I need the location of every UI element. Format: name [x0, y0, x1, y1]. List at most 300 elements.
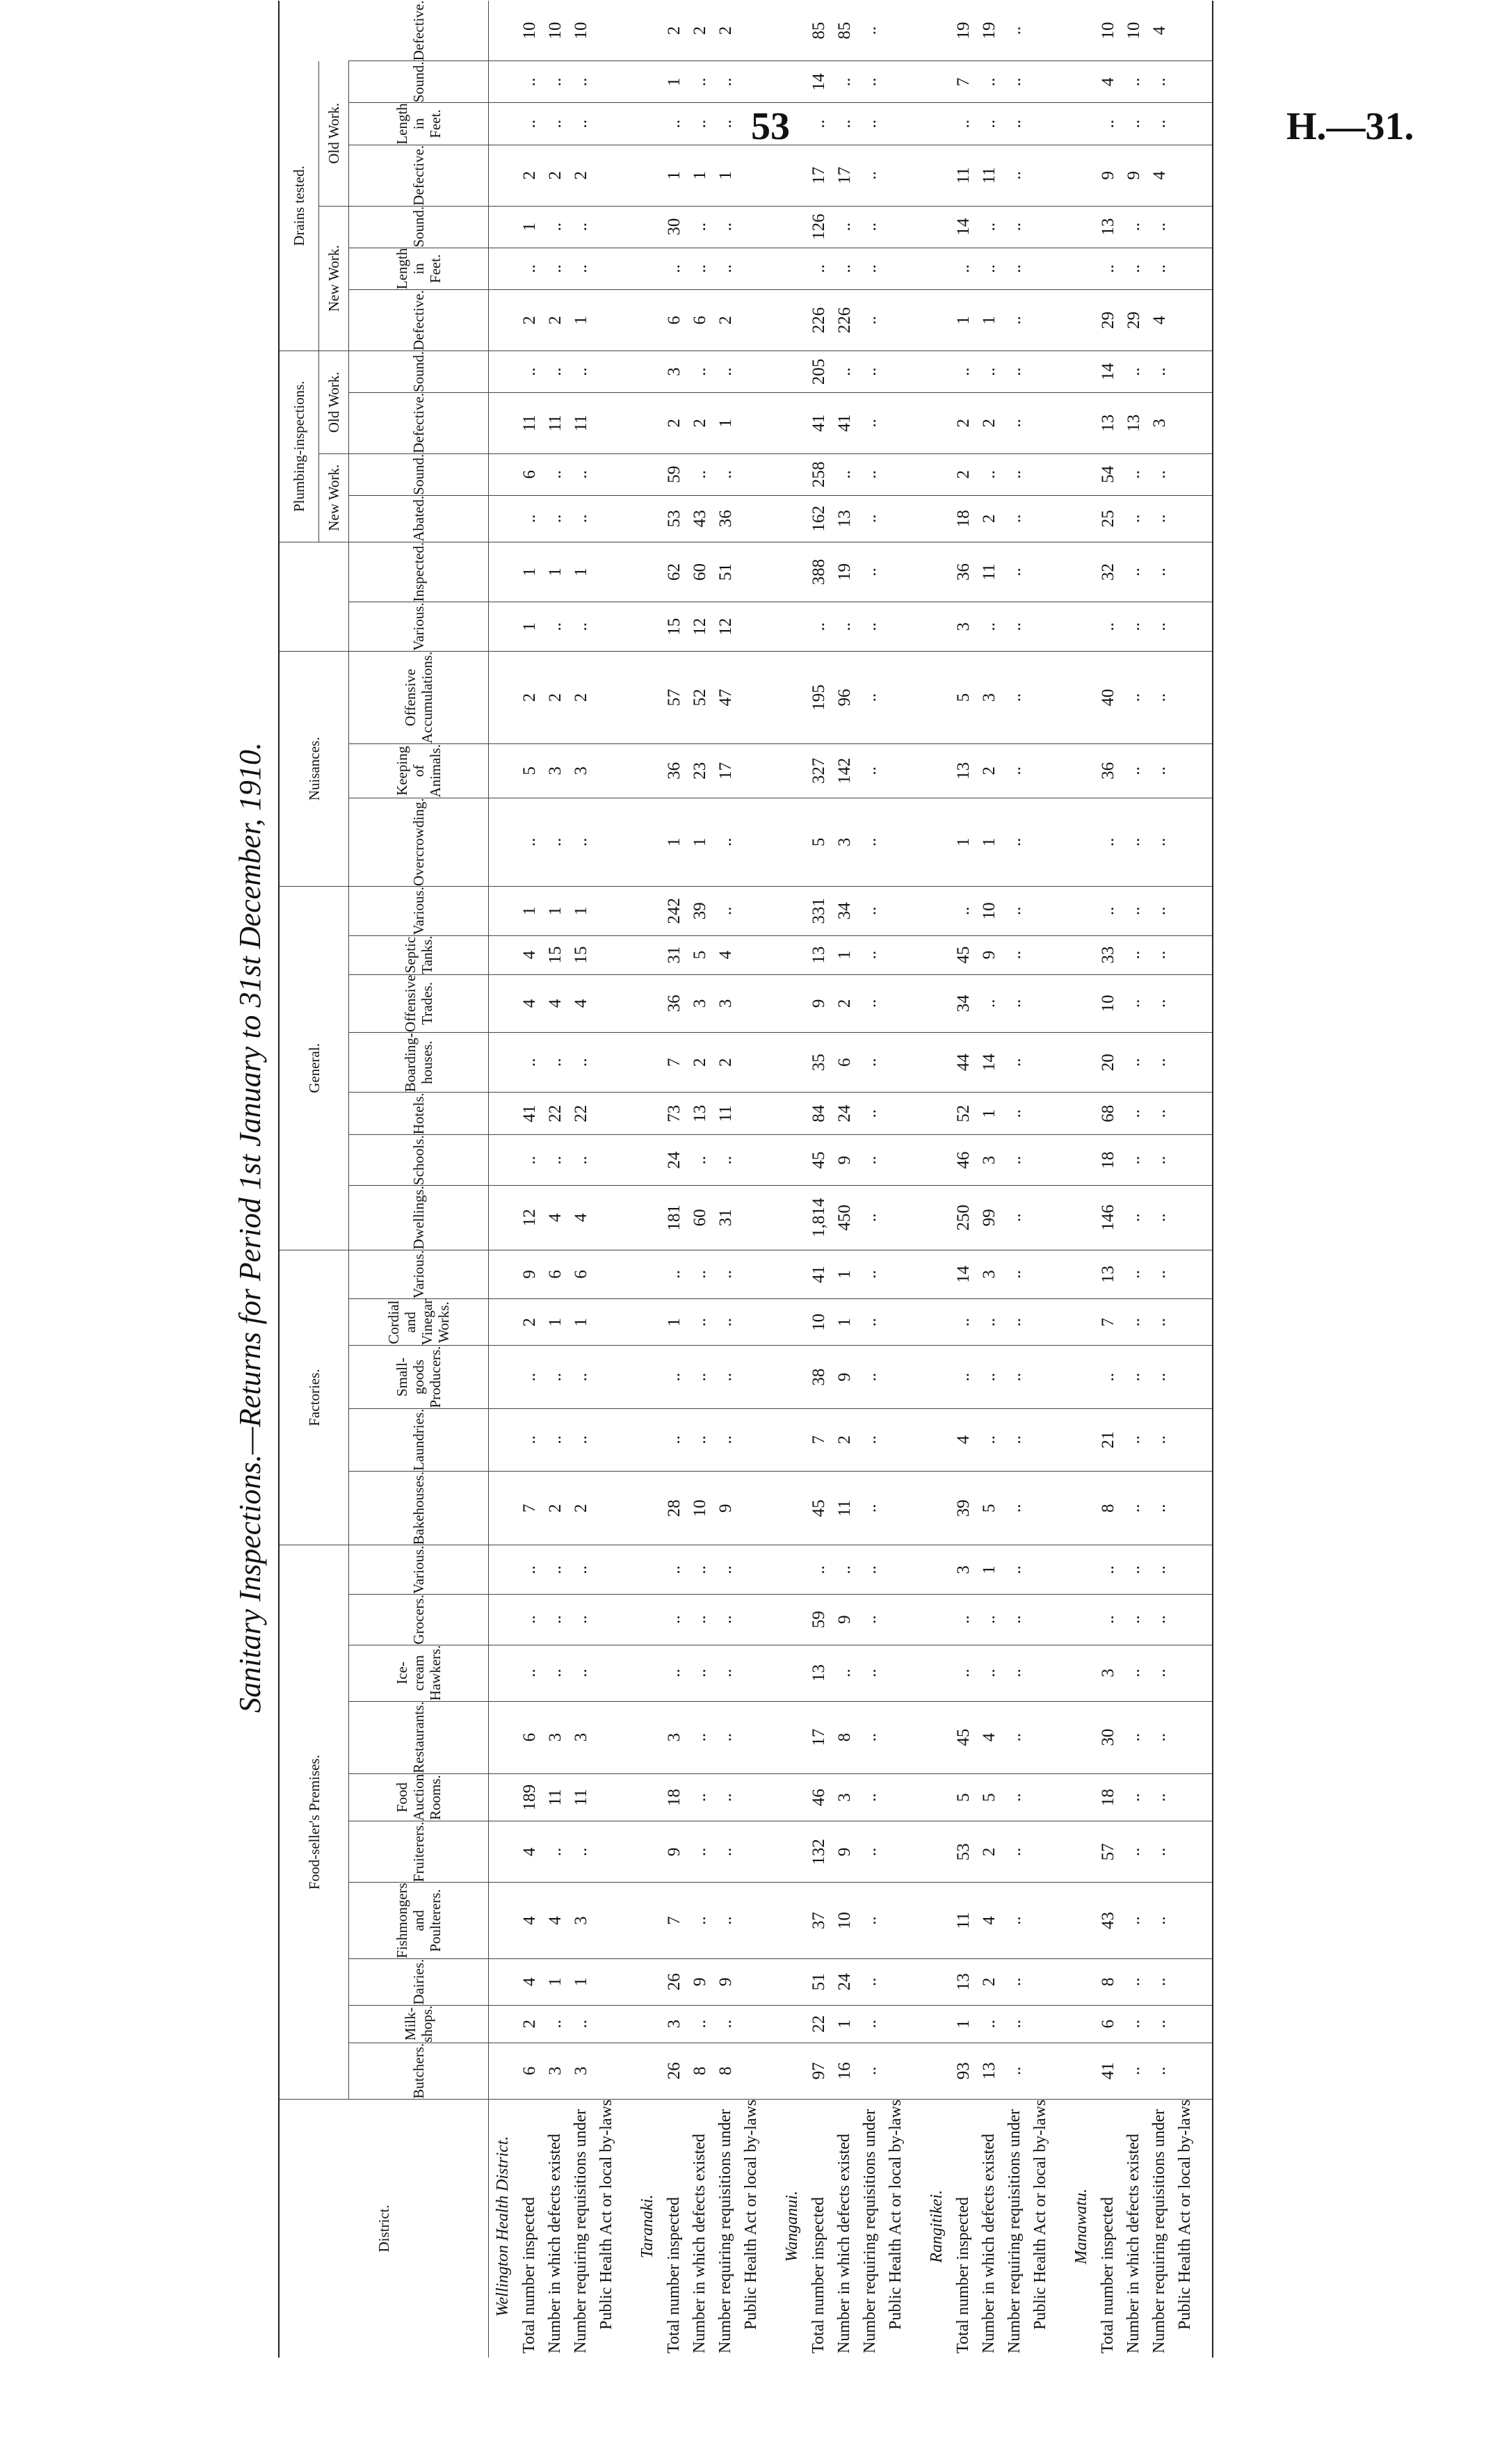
table-cell: .. — [857, 744, 883, 798]
table-cell: .. — [806, 103, 832, 145]
gap-cell — [909, 145, 923, 206]
column-header: Butchers. — [349, 2043, 489, 2099]
table-cell: 6 — [1095, 2005, 1121, 2043]
table-cell: .. — [951, 1346, 976, 1408]
empty-cell — [489, 1883, 517, 1959]
table-row — [1121, 1, 1147, 2358]
empty-cell — [923, 2043, 951, 2099]
table-cell: .. — [857, 651, 883, 743]
table-cell: .. — [1121, 651, 1147, 743]
gap-cell — [909, 1471, 923, 1545]
table-cell — [1028, 651, 1053, 743]
table-cell: 10 — [1121, 1, 1147, 61]
empty-cell — [1067, 495, 1095, 542]
table-cell: .. — [1095, 248, 1121, 289]
section-gap-row — [1053, 1, 1067, 2358]
table-cell — [883, 1958, 909, 2005]
gap-cell — [909, 206, 923, 248]
column-header: Overcrowding. — [349, 798, 489, 887]
empty-cell — [778, 1594, 806, 1645]
empty-cell — [489, 1408, 517, 1471]
table-cell: 2 — [517, 2005, 542, 2043]
gap-cell — [1198, 1186, 1213, 1250]
table-cell: 22 — [806, 2005, 832, 2043]
table-cell — [738, 542, 764, 602]
table-cell — [738, 351, 764, 392]
empty-cell — [1067, 1645, 1095, 1701]
table-cell: .. — [1147, 1299, 1172, 1346]
gap-cell — [909, 1346, 923, 1408]
table-cell: 242 — [661, 887, 687, 935]
gap-cell — [620, 1033, 633, 1093]
table-cell: 5 — [517, 744, 542, 798]
table-cell: .. — [1121, 1701, 1147, 1773]
table-cell: .. — [1002, 602, 1028, 651]
table-cell: 29 — [1095, 290, 1121, 351]
empty-cell — [778, 974, 806, 1032]
table-cell: .. — [976, 351, 1002, 392]
table-cell: .. — [1002, 1773, 1028, 1821]
empty-cell — [778, 2005, 806, 2043]
empty-cell — [489, 103, 517, 145]
table-cell: 19 — [951, 1, 976, 61]
table-cell: .. — [1002, 2043, 1028, 2099]
table-cell — [1172, 206, 1198, 248]
table-cell: .. — [1121, 1186, 1147, 1250]
empty-cell — [633, 61, 661, 103]
table-cell — [1172, 1821, 1198, 1883]
gap-cell — [909, 2043, 923, 2099]
table-cell: 17 — [832, 145, 857, 206]
column-header: Various. — [349, 1545, 489, 1594]
gap-cell — [764, 206, 778, 248]
table-cell: .. — [857, 1645, 883, 1701]
table-cell: .. — [1121, 1594, 1147, 1645]
table-cell: 13 — [1121, 392, 1147, 453]
gap-cell — [620, 1958, 633, 2005]
table-cell — [1028, 1773, 1053, 1821]
table-cell: 1 — [951, 2005, 976, 2043]
empty-cell — [489, 1346, 517, 1408]
gap-cell — [620, 974, 633, 1032]
empty-cell — [923, 1701, 951, 1773]
gap-cell — [1053, 453, 1067, 495]
table-cell: .. — [1147, 935, 1172, 974]
table-cell — [594, 1033, 620, 1093]
empty-cell — [778, 145, 806, 206]
table-row — [517, 1, 542, 2358]
table-cell: .. — [713, 887, 738, 935]
row-label: Public Health Act or local by-laws — [597, 2099, 615, 2330]
column-header: Milk-shops. — [349, 2005, 489, 2043]
table-cell: 2 — [951, 392, 976, 453]
gap-cell — [620, 602, 633, 651]
table-cell: 31 — [661, 935, 687, 974]
gap-cell — [620, 1250, 633, 1298]
table-cell — [738, 145, 764, 206]
table-cell: 17 — [713, 744, 738, 798]
empty-cell — [1067, 602, 1095, 651]
empty-cell — [923, 61, 951, 103]
table-cell: .. — [687, 1821, 713, 1883]
table-cell: 8 — [713, 2043, 738, 2099]
table-cell: .. — [713, 453, 738, 495]
table-cell — [594, 542, 620, 602]
empty-cell — [1067, 1958, 1095, 2005]
gap-cell — [909, 1545, 923, 1594]
table-cell: 11 — [832, 1471, 857, 1545]
table-cell: 24 — [832, 1093, 857, 1135]
gap-cell — [1198, 1250, 1213, 1298]
table-cell: 26 — [661, 1958, 687, 2005]
row-label: Number requiring requisitions under — [1150, 2109, 1168, 2353]
table-cell: 46 — [951, 1135, 976, 1186]
table-cell: .. — [976, 1594, 1002, 1645]
table-cell — [1028, 61, 1053, 103]
gap-cell — [1053, 1821, 1067, 1883]
gap-cell — [1198, 1093, 1213, 1135]
empty-cell — [633, 1958, 661, 2005]
table-cell: 4 — [517, 1958, 542, 2005]
table-cell: .. — [661, 1645, 687, 1701]
table-cell: 9 — [517, 1250, 542, 1298]
row-label: Total number inspected — [1099, 2197, 1117, 2353]
row-label: Number in which defects existed — [690, 2134, 709, 2353]
column-header: Small-goods Producers. — [349, 1346, 489, 1408]
table-cell: 25 — [1095, 495, 1121, 542]
table-cell: 9 — [687, 1958, 713, 2005]
table-cell: .. — [713, 1250, 738, 1298]
table-cell: 57 — [1095, 1821, 1121, 1883]
empty-cell — [778, 798, 806, 887]
table-cell: .. — [542, 61, 568, 103]
empty-cell — [633, 1773, 661, 1821]
table-cell: .. — [568, 1594, 594, 1645]
table-cell: 13 — [806, 935, 832, 974]
empty-cell — [633, 1299, 661, 1346]
table-cell: .. — [1147, 602, 1172, 651]
table-cell: .. — [976, 602, 1002, 651]
table-cell — [883, 974, 909, 1032]
row-label: Total number inspected — [809, 2197, 827, 2353]
table-cell: .. — [857, 145, 883, 206]
table-cell — [594, 1958, 620, 2005]
table-cell: .. — [687, 1701, 713, 1773]
table-cell: 84 — [806, 1093, 832, 1135]
table-cell: .. — [976, 103, 1002, 145]
table-cell — [738, 1821, 764, 1883]
table-cell — [594, 1701, 620, 1773]
table-cell: 2 — [713, 290, 738, 351]
table-cell: 22 — [542, 1093, 568, 1135]
table-cell: 3 — [976, 1250, 1002, 1298]
table-cell: .. — [542, 103, 568, 145]
empty-cell — [923, 145, 951, 206]
empty-cell — [1067, 1299, 1095, 1346]
table-cell: 18 — [951, 495, 976, 542]
table-cell: .. — [713, 1883, 738, 1959]
table-cell: .. — [542, 453, 568, 495]
empty-cell — [1067, 2005, 1095, 2043]
table-cell: 7 — [661, 1033, 687, 1093]
table-row — [832, 1, 857, 2358]
table-cell — [594, 935, 620, 974]
table-cell: 35 — [806, 1033, 832, 1093]
empty-cell — [489, 2005, 517, 2043]
table-cell: 11 — [951, 1883, 976, 1959]
empty-cell — [489, 935, 517, 974]
table-cell — [883, 744, 909, 798]
table-cell — [594, 2043, 620, 2099]
table-cell — [1028, 2005, 1053, 2043]
table-cell — [883, 542, 909, 602]
table-cell: 97 — [806, 2043, 832, 2099]
table-cell: 2 — [713, 1033, 738, 1093]
table-cell: 8 — [832, 1701, 857, 1773]
table-cell: 1 — [517, 887, 542, 935]
table-cell: .. — [1002, 651, 1028, 743]
gap-cell — [620, 453, 633, 495]
empty-cell — [633, 145, 661, 206]
gap-cell — [1053, 935, 1067, 974]
empty-cell — [778, 392, 806, 453]
table-cell: 14 — [976, 1033, 1002, 1093]
empty-cell — [633, 1545, 661, 1594]
table-cell: 1 — [568, 1299, 594, 1346]
gap-cell — [1198, 1821, 1213, 1883]
table-cell: 6 — [517, 453, 542, 495]
table-cell: 4 — [1095, 61, 1121, 103]
table-cell: 1 — [976, 1093, 1002, 1135]
empty-cell — [923, 1471, 951, 1545]
table-cell: 8 — [1095, 1958, 1121, 2005]
table-cell: .. — [517, 61, 542, 103]
table-cell: .. — [542, 2005, 568, 2043]
table-cell: .. — [1121, 248, 1147, 289]
empty-cell — [923, 290, 951, 351]
gap-cell — [909, 2099, 923, 2358]
gap-cell — [764, 2043, 778, 2099]
table-cell: .. — [1121, 206, 1147, 248]
table-cell: 54 — [1095, 453, 1121, 495]
table-row — [594, 1, 620, 2358]
table-cell: 10 — [832, 1883, 857, 1959]
table-cell: 45 — [806, 1135, 832, 1186]
table-cell: 60 — [687, 542, 713, 602]
table-cell: 59 — [661, 453, 687, 495]
table-cell: 4 — [976, 1701, 1002, 1773]
gap-cell — [764, 1701, 778, 1773]
empty-cell — [923, 103, 951, 145]
empty-cell — [1067, 351, 1095, 392]
table-cell: 5 — [806, 798, 832, 887]
table-cell: 8 — [1095, 1471, 1121, 1545]
table-cell: 37 — [806, 1883, 832, 1959]
table-cell: .. — [857, 974, 883, 1032]
section-gap-row — [620, 1, 633, 2358]
table-cell: .. — [1147, 2043, 1172, 2099]
table-cell: .. — [976, 1645, 1002, 1701]
empty-cell — [923, 453, 951, 495]
gap-cell — [620, 887, 633, 935]
table-cell: 1 — [661, 145, 687, 206]
table-cell — [1172, 1594, 1198, 1645]
table-cell — [1172, 392, 1198, 453]
gap-cell — [1198, 351, 1213, 392]
section-heading-row — [633, 1, 661, 2358]
table-cell: .. — [1002, 248, 1028, 289]
table-cell — [738, 1093, 764, 1135]
table-cell: .. — [832, 103, 857, 145]
table-cell — [1172, 1093, 1198, 1135]
table-cell — [738, 1408, 764, 1471]
table-cell: .. — [542, 1408, 568, 1471]
empty-cell — [633, 744, 661, 798]
table-cell: 2 — [713, 1, 738, 61]
empty-cell — [633, 1701, 661, 1773]
table-cell: 41 — [832, 392, 857, 453]
table-cell: .. — [1121, 935, 1147, 974]
table-cell: 34 — [951, 974, 976, 1032]
sub-plumb-new: New Work. — [319, 453, 349, 542]
table-cell: 45 — [806, 1471, 832, 1545]
table-cell: 11 — [542, 1773, 568, 1821]
row-label: Public Health Act or local by-laws — [742, 2099, 760, 2330]
table-cell: 18 — [1095, 1773, 1121, 1821]
section-gap-row — [909, 1, 923, 2358]
table-cell: 12 — [687, 602, 713, 651]
table-cell: .. — [517, 495, 542, 542]
table-cell: 11 — [713, 1093, 738, 1135]
table-cell — [883, 1346, 909, 1408]
table-cell: .. — [568, 602, 594, 651]
table-cell: .. — [1147, 1773, 1172, 1821]
gap-cell — [1198, 935, 1213, 974]
empty-cell — [923, 206, 951, 248]
table-cell — [1028, 1135, 1053, 1186]
table-cell: .. — [1147, 542, 1172, 602]
table-cell: 52 — [951, 1093, 976, 1135]
row-label: Total number inspected — [954, 2197, 972, 2353]
empty-cell — [923, 542, 951, 602]
gap-cell — [620, 145, 633, 206]
table-cell: 68 — [1095, 1093, 1121, 1135]
table-cell: 1 — [951, 798, 976, 887]
table-cell: .. — [1147, 744, 1172, 798]
gap-cell — [764, 2099, 778, 2358]
table-cell — [738, 1958, 764, 2005]
gap-cell — [1053, 145, 1067, 206]
gap-cell — [620, 2099, 633, 2358]
gap-cell — [1053, 1299, 1067, 1346]
gap-cell — [1053, 1471, 1067, 1545]
table-cell: .. — [687, 1346, 713, 1408]
table-cell: .. — [1147, 1958, 1172, 2005]
table-cell — [1028, 206, 1053, 248]
table-cell: .. — [976, 1299, 1002, 1346]
table-cell: 12 — [517, 1186, 542, 1250]
empty-cell — [489, 744, 517, 798]
table-cell: .. — [857, 103, 883, 145]
gap-cell — [1198, 1958, 1213, 2005]
table-cell: .. — [1002, 495, 1028, 542]
empty-cell — [633, 103, 661, 145]
table-cell — [738, 974, 764, 1032]
table-cell: 13 — [806, 1645, 832, 1701]
table-cell: .. — [517, 1594, 542, 1645]
gap-cell — [909, 1186, 923, 1250]
table-cell: 2 — [976, 495, 1002, 542]
table-cell: .. — [857, 1346, 883, 1408]
table-cell — [594, 206, 620, 248]
table-cell: .. — [1121, 495, 1147, 542]
empty-cell — [1067, 1821, 1095, 1883]
table-cell: .. — [976, 453, 1002, 495]
empty-cell — [1067, 1408, 1095, 1471]
empty-cell — [489, 1545, 517, 1594]
table-cell: .. — [1147, 1250, 1172, 1298]
empty-cell — [489, 1186, 517, 1250]
table-cell: 33 — [1095, 935, 1121, 974]
table-cell: 29 — [1121, 290, 1147, 351]
table-cell: .. — [1121, 1250, 1147, 1298]
table-cell — [738, 1135, 764, 1186]
table-cell: 3 — [1147, 392, 1172, 453]
gap-cell — [1198, 974, 1213, 1032]
table-cell: 6 — [542, 1250, 568, 1298]
gap-cell — [764, 290, 778, 351]
table-cell: .. — [1002, 1, 1028, 61]
table-cell: 10 — [806, 1299, 832, 1346]
table-cell: 52 — [687, 651, 713, 743]
table-cell: .. — [806, 248, 832, 289]
table-cell: .. — [1121, 887, 1147, 935]
table-cell: 5 — [687, 935, 713, 974]
table-cell: .. — [713, 248, 738, 289]
gap-cell — [620, 1299, 633, 1346]
gap-cell — [764, 1186, 778, 1250]
table-cell: 181 — [661, 1186, 687, 1250]
table-cell — [883, 103, 909, 145]
gap-cell — [764, 798, 778, 887]
gap-cell — [764, 651, 778, 743]
table-cell: .. — [568, 1821, 594, 1883]
table-cell: .. — [1121, 1773, 1147, 1821]
table-cell: .. — [568, 1545, 594, 1594]
group-plumbing: Plumbing-inspections. — [279, 351, 319, 542]
empty-cell — [489, 1773, 517, 1821]
table-cell — [594, 495, 620, 542]
table-cell: .. — [1121, 1033, 1147, 1093]
table-cell: 1 — [976, 1545, 1002, 1594]
gap-cell — [1053, 974, 1067, 1032]
gap-cell — [909, 1135, 923, 1186]
table-cell: .. — [713, 351, 738, 392]
table-cell: 2 — [542, 145, 568, 206]
table-cell: 73 — [661, 1093, 687, 1135]
column-header: Dairies. — [349, 1958, 489, 2005]
table-cell: 2 — [542, 290, 568, 351]
table-cell: .. — [1002, 103, 1028, 145]
table-cell — [738, 887, 764, 935]
gap-cell — [909, 1093, 923, 1135]
table-cell: 9 — [1121, 145, 1147, 206]
table-cell: .. — [1147, 1594, 1172, 1645]
table-cell: 3 — [661, 1701, 687, 1773]
empty-cell — [633, 2005, 661, 2043]
gap-cell — [909, 1594, 923, 1645]
column-header: Fruiterers. — [349, 1821, 489, 1883]
